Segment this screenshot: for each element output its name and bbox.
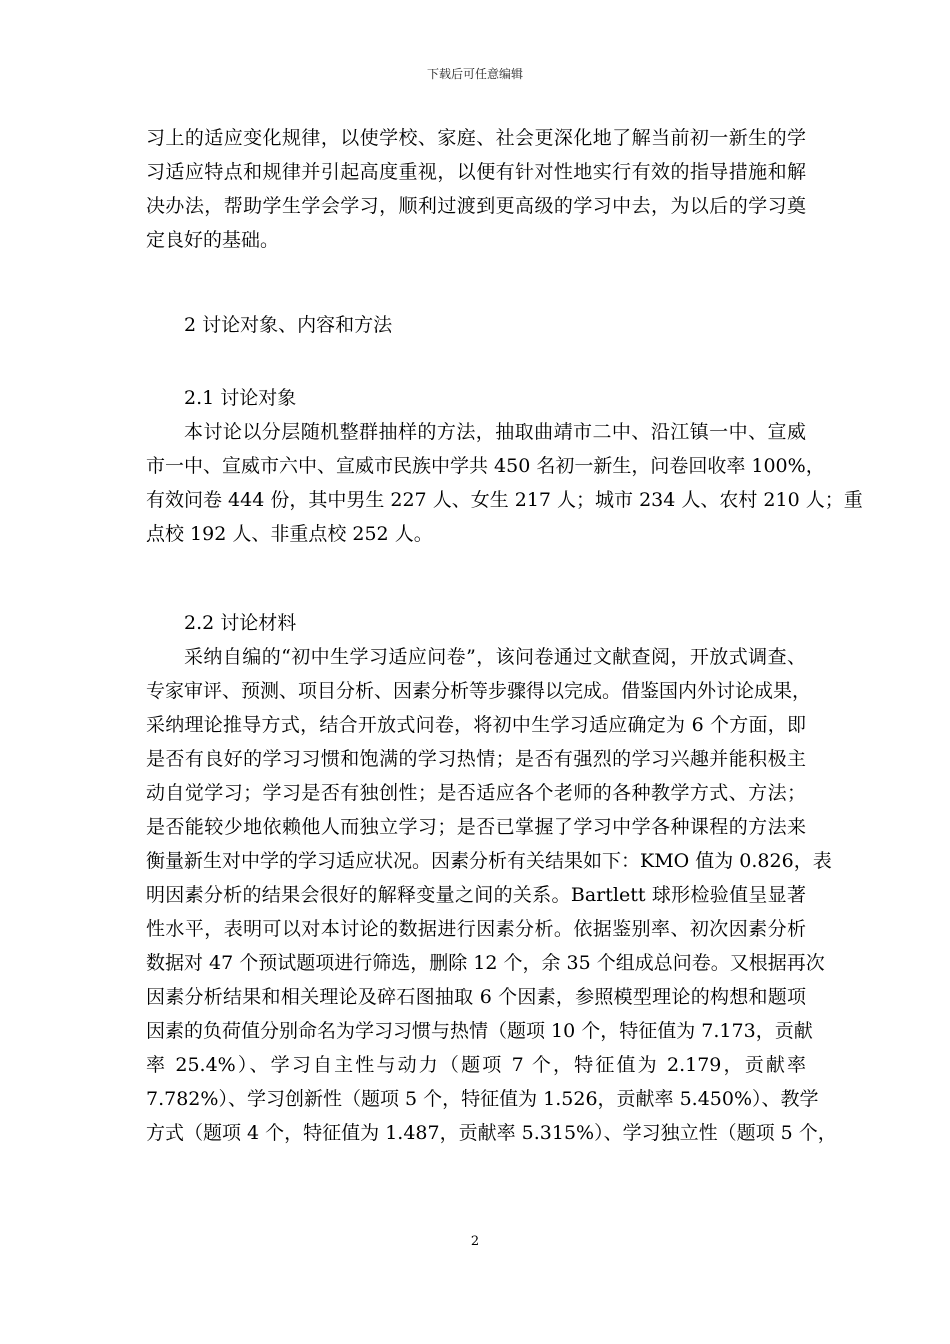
paragraph-line: 数据对 47 个预试题项进行筛选，删除 12 个，余 35 个组成总问卷。又根据再次	[146, 952, 825, 974]
paragraph-line: 动自觉学习；学习是否有独创性；是否适应各个老师的各种教学方式、方法；	[146, 782, 806, 804]
paragraph-line: 采纳自编的“初中生学习适应问卷”，该问卷通过文献查阅，开放式调查、	[184, 646, 806, 668]
intro-paragraph	[146, 121, 806, 257]
paragraph-line: 衡量新生对中学的学习适应状况。因素分析有关结果如下：KMO 值为 0.826，表	[146, 850, 832, 872]
paragraph-line: 是否有良好的学习习惯和饱满的学习热情；是否有强烈的学习兴趣并能积极主	[146, 748, 806, 770]
subsection-2-2	[146, 606, 837, 1150]
paragraph-line: 明因素分析的结果会很好的解释变量之间的关系。Bartlett 球形检验值呈显著	[146, 884, 806, 906]
subsection-2-1-heading: 2.1 讨论对象	[184, 387, 297, 409]
paragraph-line: 决办法，帮助学生学会学习，顺利过渡到更高级的学习中去，为以后的学习奠	[146, 195, 806, 217]
paragraph-line: 方式（题项 4 个，特征值为 1.487，贡献率 5.315%）、学习独立性（题项 5 个，	[146, 1122, 837, 1144]
paragraph-line: 是否能较少地依赖他人而独立学习；是否已掌握了学习中学各种课程的方法来	[146, 816, 806, 838]
paragraph-line: 习上的适应变化规律，以使学校、家庭、社会更深化地了解当前初一新生的学	[146, 127, 806, 149]
subsection-2-2-heading: 2.2 讨论材料	[184, 612, 297, 634]
paragraph-line: 习适应特点和规律并引起高度重视，以便有针对性地实行有效的指导措施和解	[146, 161, 806, 183]
paragraph-line: 采纳理论推导方式，结合开放式问卷，将初中生学习适应确定为 6 个方面，即	[146, 714, 806, 736]
page-number: 2	[470, 1234, 480, 1249]
section-2-heading: 2 讨论对象、内容和方法	[184, 314, 393, 336]
section-heading	[146, 308, 806, 342]
paragraph-line: 因素分析结果和相关理论及碎石图抽取 6 个因素，参照模型理论的构想和题项	[146, 986, 806, 1008]
paragraph-line: 率 25.4%）、学习自主性与动力（题项 7 个，特征值为 2.179，贡献率	[146, 1054, 806, 1076]
paragraph-line: 定良好的基础。	[146, 229, 280, 251]
paragraph-line: 有效问卷 444 份，其中男生 227 人、女生 217 人；城市 234 人、农村 210 人；重	[146, 489, 863, 511]
paragraph-line: 市一中、宣威市六中、宣威市民族中学共 450 名初一新生，问卷回收率 100%，	[146, 455, 825, 477]
paragraph-line: 7.782%）、学习创新性（题项 5 个，特征值为 1.526，贡献率 5.450%）、教学	[146, 1088, 819, 1110]
subsection-2-1	[146, 381, 863, 551]
page-header: 下载后可任意编辑	[426, 67, 523, 81]
paragraph-line: 点校 192 人、非重点校 252 人。	[146, 523, 433, 545]
paragraph-line: 专家审评、预测、项目分析、因素分析等步骤得以完成。借鉴国内外讨论成果，	[146, 680, 812, 702]
paragraph-line: 因素的负荷值分别命名为学习习惯与热情（题项 10 个，特征值为 7.173，贡献	[146, 1020, 813, 1042]
paragraph-line: 性水平，表明可以对本讨论的数据进行因素分析。依据鉴别率、初次因素分析	[146, 918, 806, 940]
paragraph-line: 本讨论以分层随机整群抽样的方法，抽取曲靖市二中、沿江镇一中、宣威	[184, 421, 806, 443]
